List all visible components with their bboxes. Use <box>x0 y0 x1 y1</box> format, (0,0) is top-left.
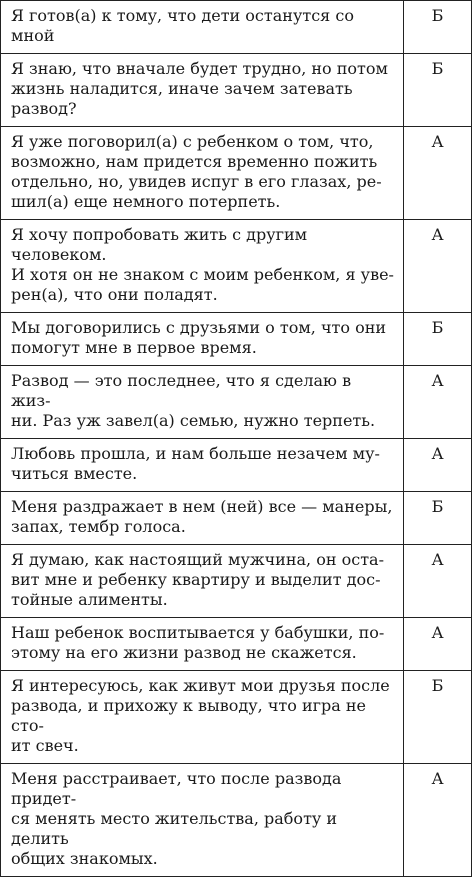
statement-cell <box>1 618 404 671</box>
answer-cell: Б <box>404 671 472 764</box>
statement-cell <box>1 545 404 618</box>
table-row <box>1 1 472 54</box>
table-row <box>1 439 472 492</box>
table-row <box>1 545 472 618</box>
statement-cell <box>1 366 404 439</box>
table-row <box>1 127 472 220</box>
statement-text: Я уже поговорил(а) с ребенком о том, что, возможно, нам придется временно пожить отдельно, но, увидев испуг в его глазах, ре- шил(а) еще немного потерпеть. <box>11 132 382 211</box>
table-row <box>1 54 472 127</box>
statement-text: Развод — это последнее, что я сделаю в жиз- ни. Раз уж завел(а) семью, нужно терпеть. <box>11 371 376 430</box>
statement-text: Любовь прошла, и нам больше незачем му- читься вместе. <box>11 444 380 483</box>
statement-text: Я думаю, как настоящий мужчина, он оста- вит мне и ребенку квартиру и выделит дос- тойные алименты. <box>11 550 384 609</box>
table-row <box>1 764 472 877</box>
answer-cell: А <box>404 439 472 492</box>
answer-cell: А <box>404 545 472 618</box>
statement-cell <box>1 313 404 366</box>
statement-text: Я готов(а) к тому, что дети останутся со мной <box>11 6 354 45</box>
answer-cell: Б <box>404 54 472 127</box>
table-row <box>1 220 472 313</box>
statement-cell <box>1 439 404 492</box>
statement-text: Я знаю, что вначале будет трудно, но потом жизнь наладится, иначе зачем затевать развод? <box>11 59 388 118</box>
statement-text: Наш ребенок воспитывается у бабушки, по- этому на его жизни развод не скажется. <box>11 623 385 662</box>
answer-cell: А <box>404 220 472 313</box>
answer-cell: Б <box>404 492 472 545</box>
statement-text: Меня расстраивает, что после развода придет- ся менять место жительства, работу и делить общих знакомых. <box>11 769 342 868</box>
statement-text: Мы договорились с друзьями о том, что они помогут мне в первое время. <box>11 318 387 357</box>
table-row <box>1 366 472 439</box>
answer-cell: А <box>404 618 472 671</box>
statement-cell <box>1 492 404 545</box>
answer-cell: А <box>404 127 472 220</box>
statement-text: Я интересуюсь, как живут мои друзья после развода, и прихожу к выводу, что игра не сто- ит свеч. <box>11 676 390 755</box>
statement-cell <box>1 764 404 877</box>
table-row <box>1 313 472 366</box>
statement-text: Я хочу попробовать жить с другим человеком. И хотя он не знаком с моим ребенком, я увe- рен(а), что они поладят. <box>11 225 394 304</box>
table-row <box>1 492 472 545</box>
answer-cell: Б <box>404 1 472 54</box>
table-row <box>1 671 472 764</box>
table-row <box>1 618 472 671</box>
statement-cell <box>1 54 404 127</box>
statement-text: Меня раздражает в нем (ней) все — манеры, запах, тембр голоса. <box>11 497 393 536</box>
answer-cell: А <box>404 764 472 877</box>
answer-cell: А <box>404 366 472 439</box>
statement-cell <box>1 1 404 54</box>
answer-cell: Б <box>404 313 472 366</box>
statement-cell <box>1 671 404 764</box>
statement-cell <box>1 127 404 220</box>
statement-cell <box>1 220 404 313</box>
